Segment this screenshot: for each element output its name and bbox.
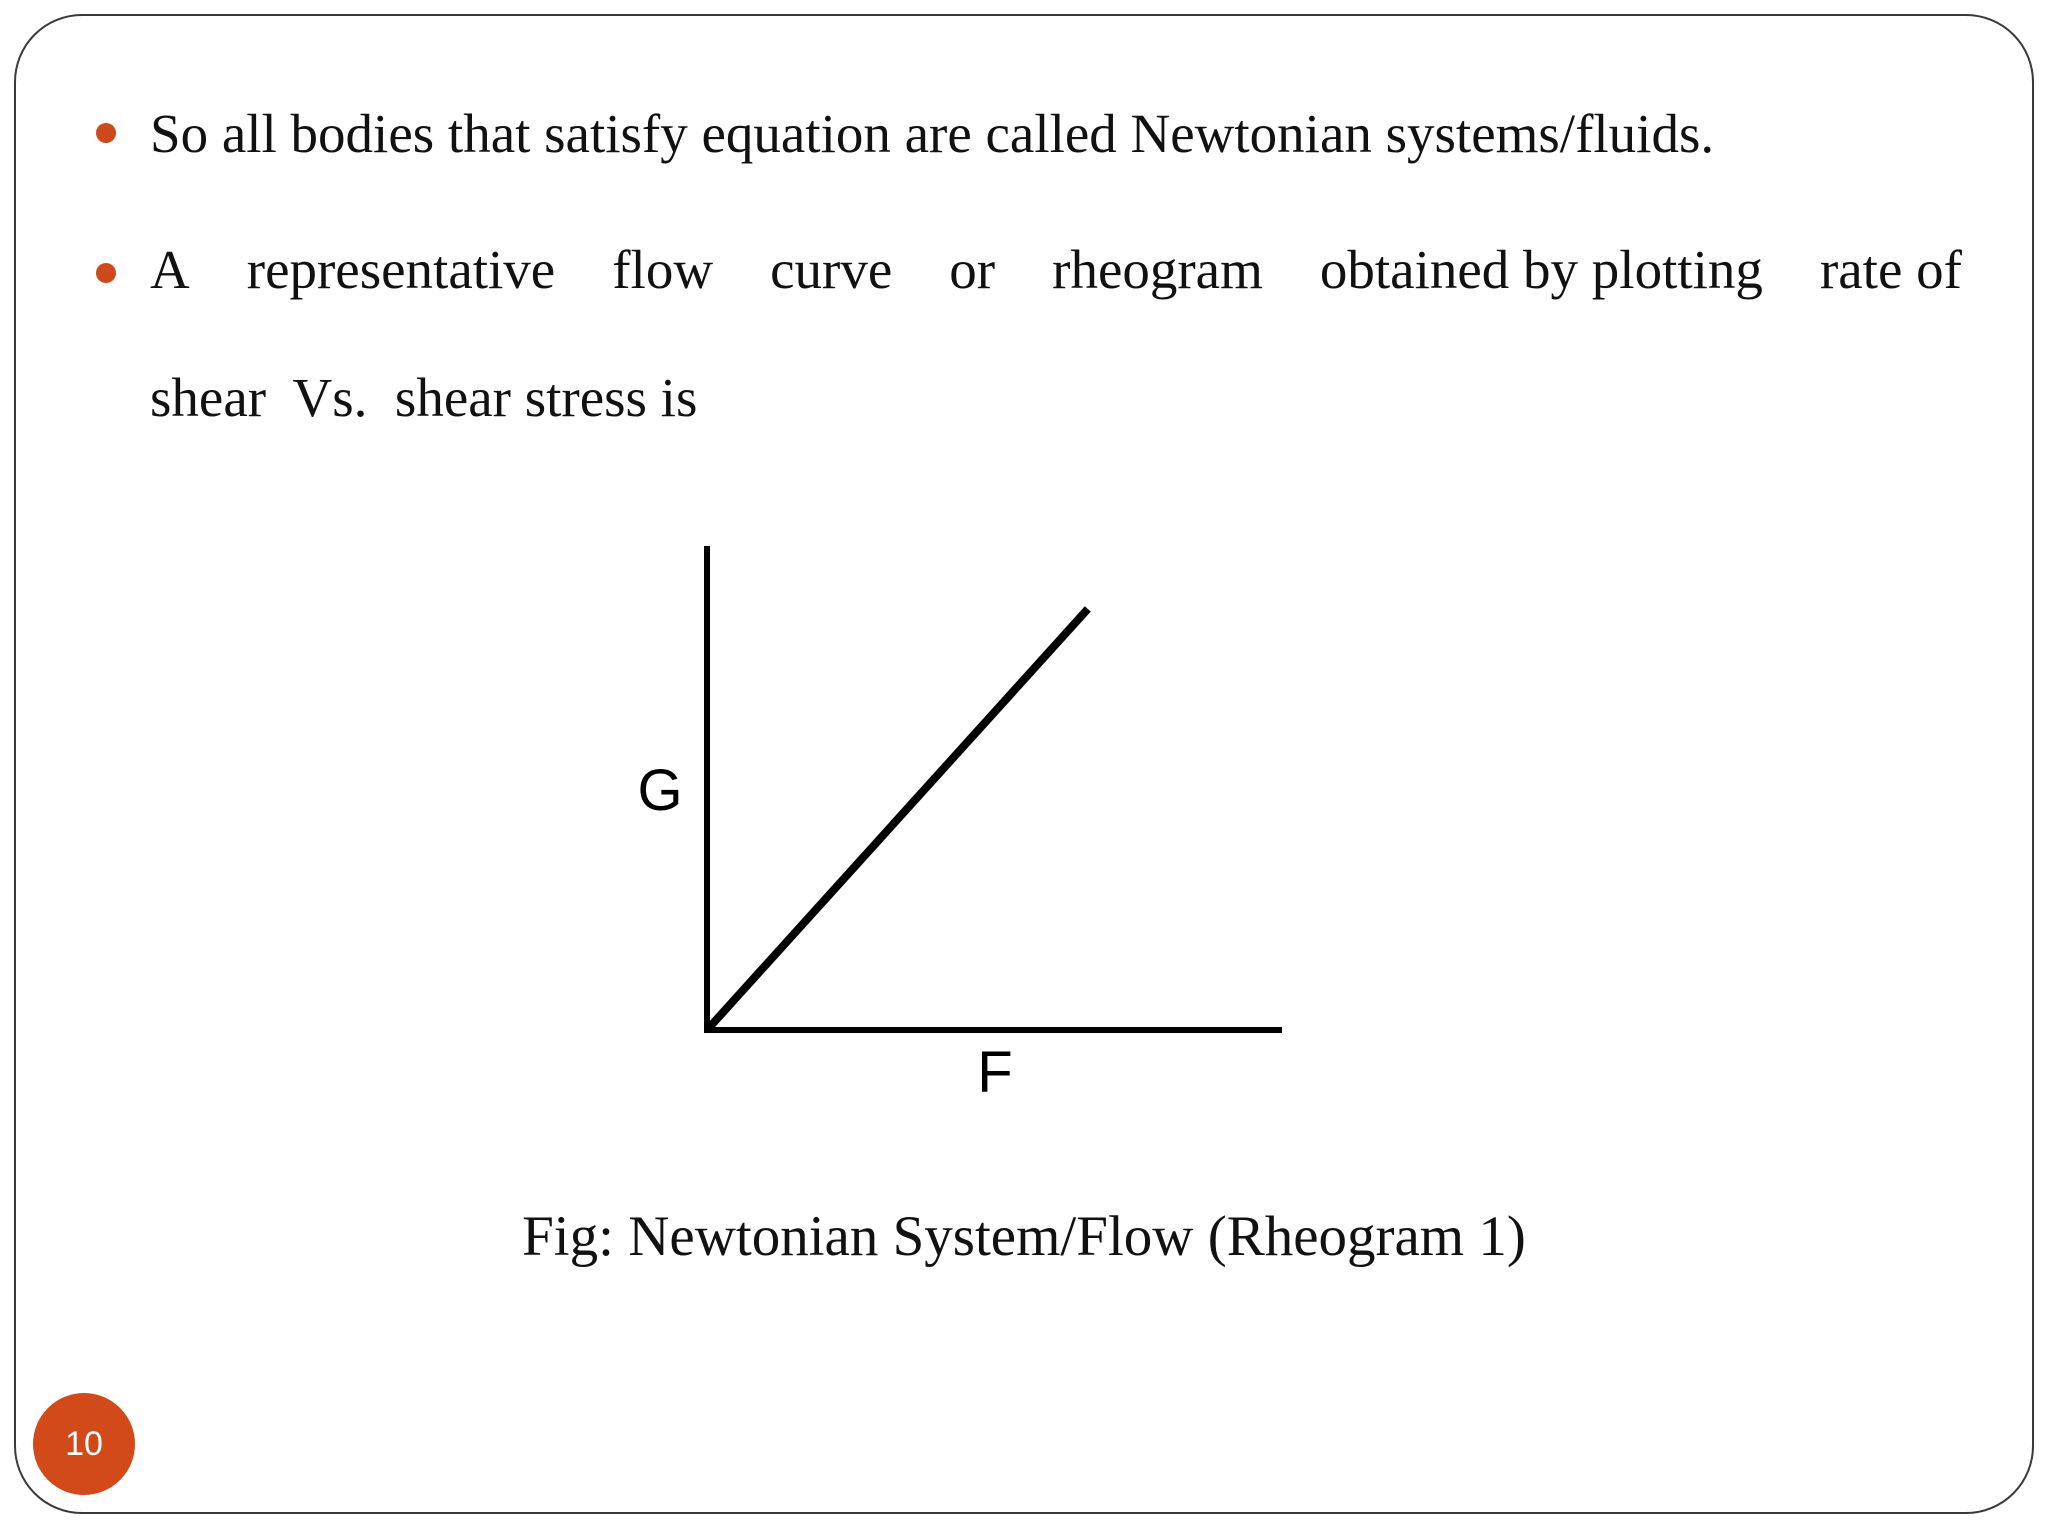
series-line-newtonian xyxy=(707,609,1088,1030)
bullet-2-word: obtained by plotting xyxy=(1319,239,1763,300)
figure-caption: Fig: Newtonian System/Flow (Rheogram 1) xyxy=(522,1205,1526,1268)
bullet-2-word: A xyxy=(150,239,190,300)
bullet-2-line-2: shear Vs. shear stress is xyxy=(150,367,698,428)
x-axis-label: F xyxy=(977,1040,1013,1105)
bullet-2-word: rheogram xyxy=(1052,239,1263,300)
bullet-2-word: or xyxy=(949,239,996,300)
bullet-2-word: flow xyxy=(612,239,714,300)
bullet-2-word: rate of xyxy=(1819,239,1962,300)
page-number-badge xyxy=(33,1393,135,1495)
series-layer xyxy=(707,609,1088,1030)
page-number: 10 xyxy=(65,1424,103,1463)
bullet-2-word: representative xyxy=(246,239,556,300)
bullet-2-word: curve xyxy=(770,239,893,300)
y-axis-label: G xyxy=(637,758,683,823)
bullet-1-text: So all bodies that satisfy equation are called Newtonian systems/fluids. xyxy=(150,103,1715,164)
